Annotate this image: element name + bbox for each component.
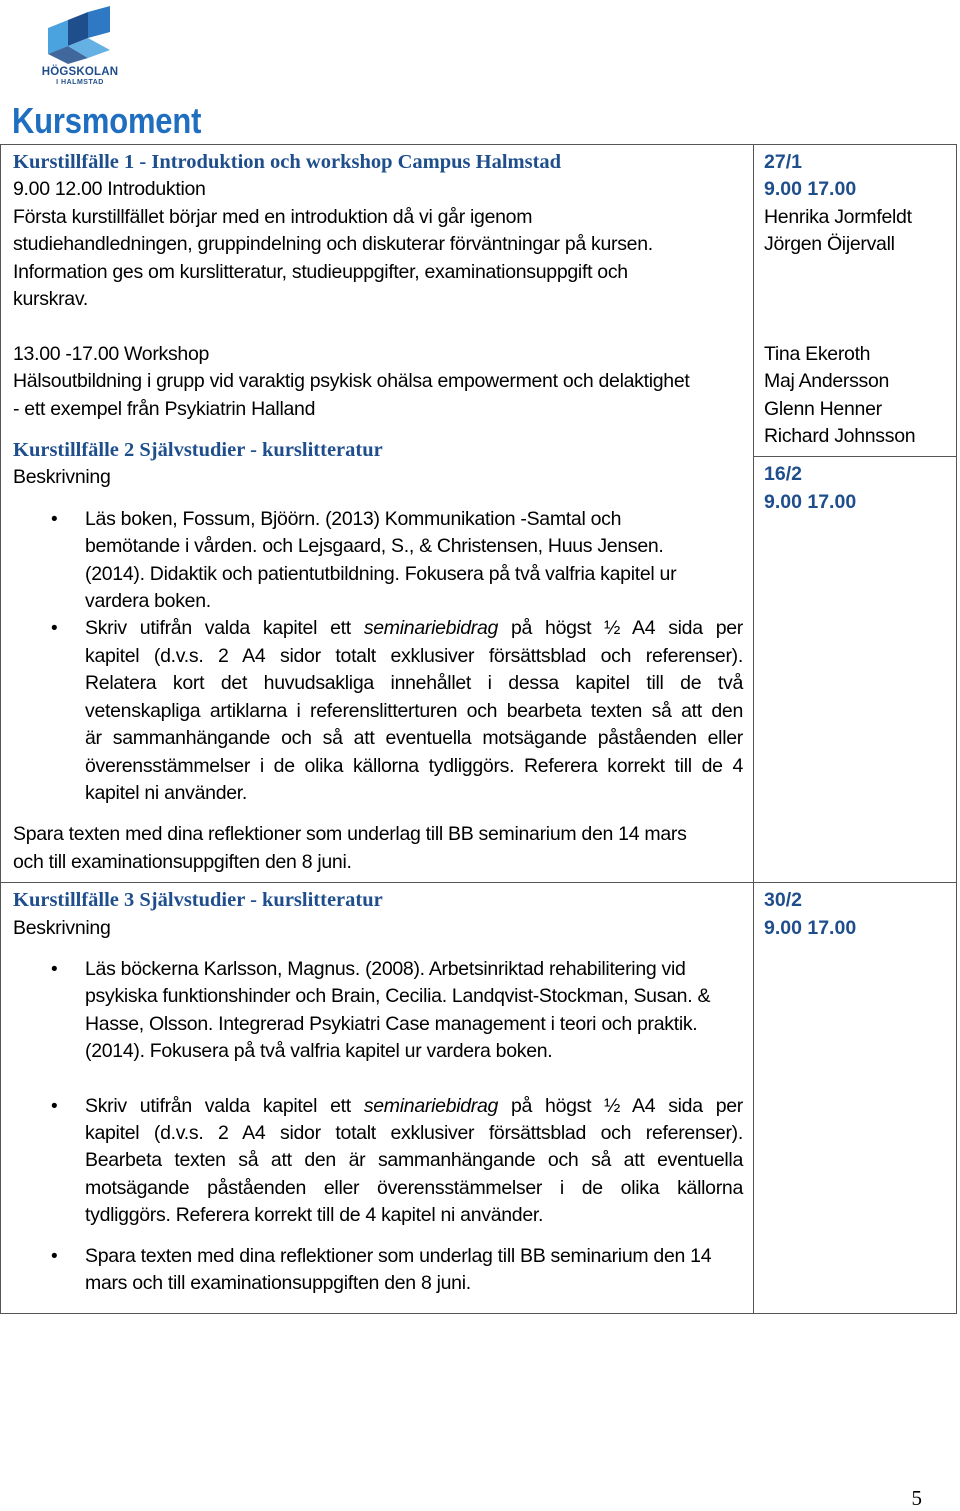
text-line: Information ges om kurslitteratur, studieuppgifter, examinationsuppgift och <box>13 260 628 283</box>
page-title: Kursmoment <box>12 100 202 141</box>
table-row <box>1 883 957 1314</box>
description-label: Beskrivning <box>13 916 111 939</box>
workshop-leader-name: Richard Johnsson <box>764 425 916 448</box>
logo-text-halmstad: I HALMSTAD <box>56 79 104 86</box>
save-text-line: Spara texten med dina reflektioner som underlag till BB seminarium den 14 mars <box>13 823 687 846</box>
text-line: 9.00 12.00 Introduktion <box>13 178 206 201</box>
list-item: • Läs boken, Fossum, Bjöörn. (2013) Kommunikation -Samtal och bemötande i vården. och Lejsgaard, S., & Christensen, Huus Jensen. (2014). Didaktik och patientutbildning. Fokusera på två valfria kapitel ur vardera boken. <box>13 506 743 616</box>
workshop-leader-name: Maj Andersson <box>764 370 890 393</box>
workshop-line: 13.00 -17.00 Workshop <box>13 342 210 365</box>
list-item: • Spara texten med dina reflektioner som underlag till BB seminarium den 14 mars och till examinationsuppgiften den 8 juni. <box>13 1243 743 1298</box>
page-number: 5 <box>911 1486 922 1510</box>
text-line: Första kurstillfället börjar med en introduktion då vi går igenom <box>13 205 533 228</box>
session-1-2-schedule <box>754 145 957 883</box>
session-3-heading: Kurstillfälle 3 Självstudier - kurslitteratur <box>13 889 383 912</box>
session-2-time: 9.00 17.00 <box>764 490 857 513</box>
text-line: kurskrav. <box>13 288 88 311</box>
session-3-schedule <box>754 883 957 1314</box>
session-3-description <box>1 883 754 1314</box>
session-3-date: 30/2 <box>764 889 802 912</box>
list-item: • Skriv utifrån valda kapitel ett seminariebidrag på högst ½ A4 sida per kapitel (d.v.s. 2 A4 sidor totalt exklusiver försättsblad och referenser). Relatera kort det huvudsakliga innehållet i dessa kapitel till de två vetenskapliga artiklarna i referenslitterturen och bearbeta texten så att den är sammanhängande och så att eventuella motsägande påståenden eller överensstämmelser i de olika källorna tydliggörs. Referera korrekt till de 4 kapitel ni använder. <box>13 615 743 807</box>
workshop-line: - ett exempel från Psykiatrin Halland <box>13 397 316 420</box>
session-1-date: 27/1 <box>764 151 802 173</box>
workshop-leader-name: Tina Ekeroth <box>764 342 871 365</box>
workshop-leader-name: Glenn Henner <box>764 397 882 420</box>
session-2-heading: Kurstillfälle 2 Självstudier - kurslitteratur <box>13 439 383 462</box>
logo-text-hogskolan: HÖGSKOLAN <box>41 66 119 78</box>
description-label: Beskrivning <box>13 466 111 489</box>
session-3-time: 9.00 17.00 <box>764 916 857 939</box>
session-3-list <box>13 956 743 1297</box>
workshop-line: Hälsoutbildning i grupp vid varaktig psykisk ohälsa empowerment och delaktighet <box>13 370 690 393</box>
course-schedule-table <box>0 144 957 1314</box>
logo-mark-icon <box>28 6 132 66</box>
text-line: studiehandledningen, gruppindelning och diskuterar förväntningar på kursen. <box>13 233 653 256</box>
list-item: • Skriv utifrån valda kapitel ett seminariebidrag på högst ½ A4 sida per kapitel (d.v.s. 2 A4 sidor totalt exklusiver försättsblad och referenser). Bearbeta texten så att den är sammanhängande och så att eventuella motsägande påståenden eller överensstämmelser i de olika källorna tydliggörs. Referera korrekt till de 4 kapitel ni använder. <box>13 1093 743 1230</box>
list-item: • Läs böckerna Karlsson, Magnus. (2008). Arbetsinriktad rehabilitering vid psykiska funktionshinder och Brain, Cecilia. Landqvist-Stockman, Susan. & Hasse, Olsson. Integrerad Psykiatri Case management i teori och praktik. (2014). Fokusera på två valfria kapitel ur vardera boken. <box>13 956 743 1066</box>
session-2-date: 16/2 <box>764 463 802 486</box>
save-text-line: och till examinationsuppgiften den 8 juni. <box>13 850 352 873</box>
session-2-schedule <box>754 456 956 522</box>
table-row <box>1 145 957 883</box>
teacher-name: Henrika Jormfeldt <box>764 205 912 228</box>
teacher-name: Jörgen Öijervall <box>764 233 895 256</box>
session-1-time: 9.00 17.00 <box>764 178 857 201</box>
session-1-heading: Kurstillfälle 1 - Introduktion och workshop Campus Halmstad <box>13 151 562 173</box>
session-1-description <box>1 145 754 883</box>
session-2-list <box>13 506 743 807</box>
hogskolan-halmstad-logo <box>28 6 132 86</box>
